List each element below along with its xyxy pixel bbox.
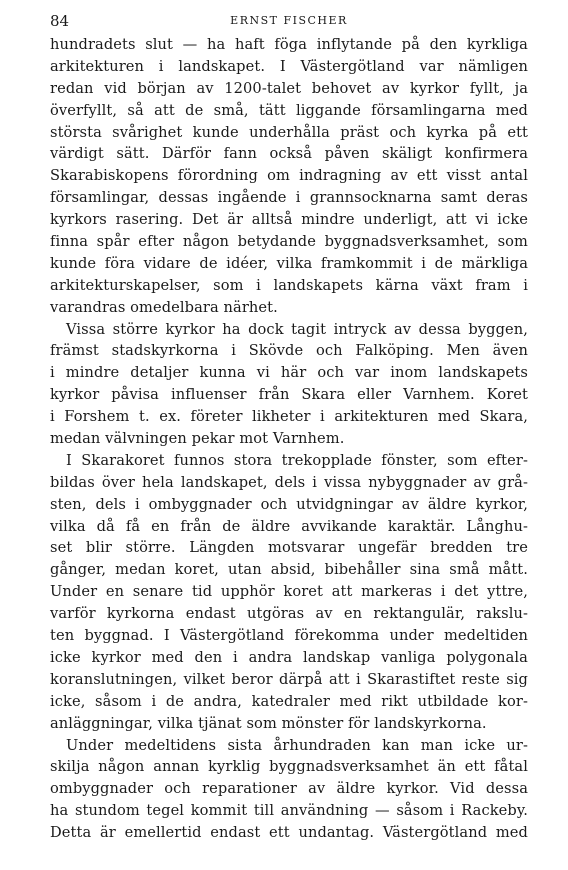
text-line: kyrkors rasering. Det är alltså mindre underligt, att vi icke <box>50 211 528 229</box>
text-line: varför kyrkorna endast utgöras av en rektangulär, rakslu- <box>50 605 528 623</box>
text-line: gånger, medan koret, utan absid, bibehåller sina små mått. <box>50 561 528 579</box>
text-line: värdigt sätt. Därför fann också påven skäligt konfirmera <box>50 145 528 163</box>
text-line: överfyllt, så att de små, tätt liggande församlingarna med <box>50 101 528 119</box>
text-line: Skarabiskopens förordning om indragning av ett visst antal <box>50 167 528 185</box>
text-line: ten byggnad. I Västergötland förekomma under medeltiden <box>50 627 528 645</box>
text-line: i mindre detaljer kunna vi här och var inom landskapets <box>50 364 528 382</box>
text-line: främst stadskyrkorna i Skövde och Falköping. Men även <box>50 342 528 360</box>
text-line: bildas över hela landskapet, dels i vissa nybyggnader av grå- <box>50 473 528 491</box>
text-line: finna spår efter någon betydande byggnadsverksamhet, som <box>50 233 528 251</box>
text-line: ombyggnader och reparationer av äldre kyrkor. Vid dessa <box>50 780 528 798</box>
text-line: hundradets slut — ha haft föga inflytande på den kyrkliga <box>50 36 528 53</box>
text-line: vilka då få en från de äldre avvikande karaktär. Långhu- <box>50 517 528 535</box>
text-line: största svårighet kunde underhålla präst och kyrka på ett <box>50 123 528 141</box>
text-line: arkitekturskapelser, som i landskapets kärna växt fram i <box>50 276 528 294</box>
running-head: ERNST FISCHER <box>230 14 348 27</box>
text-line: medan välvningen pekar mot Varnhem. <box>50 430 345 448</box>
book-page <box>50 12 528 844</box>
text-line: koranslutningen, vilket beror därpå att i Skarastiftet reste sig <box>50 670 528 688</box>
text-line: arkitekturen i landskapet. I Västergötland var nämligen <box>50 57 528 75</box>
text-line: kyrkor påvisa influenser från Skara eller Varnhem. Koret <box>50 386 528 404</box>
text-line: Under medeltidens sista århundraden kan man icke ur- <box>66 736 528 754</box>
text-line: icke kyrkor med den i andra landskap vanliga polygonala <box>50 648 528 666</box>
text-line: församlingar, dessas ingående i grannsocknarna samt deras <box>50 189 528 207</box>
text-line: Vissa större kyrkor ha dock tagit intryck av dessa byggen, <box>66 320 528 338</box>
text-line: varandras omedelbara närhet. <box>50 298 278 316</box>
text-line: kunde föra vidare de idéer, vilka framkommit i de märkliga <box>50 254 528 272</box>
text-line: ha stundom tegel kommit till användning — såsom i Rackeby. <box>50 802 528 820</box>
text-line: skilja någon annan kyrklig byggnadsverksamhet än ett fåtal <box>50 758 528 776</box>
text-line: I Skarakoret funnos stora trekopplade fönster, som efter- <box>66 451 528 469</box>
text-line: redan vid början av 1200-talet behovet av kyrkor fyllt, ja <box>50 79 528 97</box>
text-line: sten, dels i ombyggnader och utvidgningar av äldre kyrkor, <box>50 495 528 513</box>
text-line: icke, såsom i de andra, katedraler med rikt utbildade kor- <box>50 692 528 710</box>
text-line: anläggningar, vilka tjänat som mönster för landskyrkorna. <box>50 714 487 732</box>
page-header <box>50 12 528 34</box>
text-line: Detta är emellertid endast ett undantag. Västergötland med <box>50 824 528 842</box>
page-number: 84 <box>50 12 70 30</box>
text-line: set blir större. Längden motsvarar ungefär bredden tre <box>50 539 528 557</box>
text-line: i Forshem t. ex. företer likheter i arkitekturen med Skara, <box>50 408 528 426</box>
text-line: Under en senare tid upphör koret att markeras i det yttre, <box>50 583 528 601</box>
body-text <box>50 34 528 844</box>
